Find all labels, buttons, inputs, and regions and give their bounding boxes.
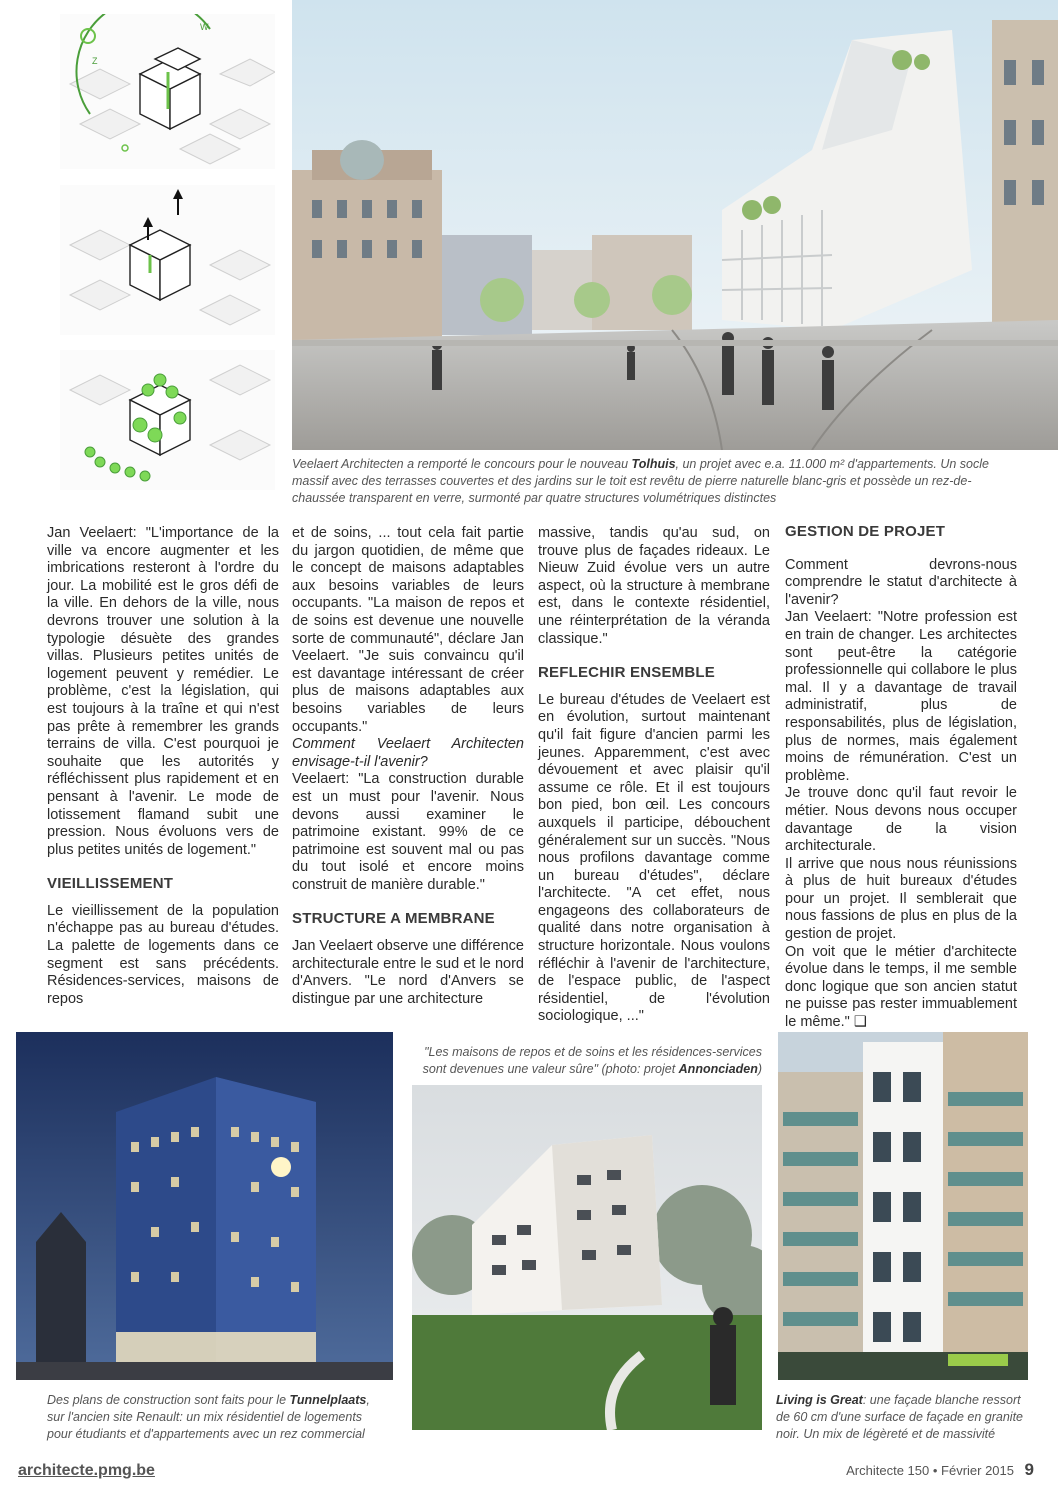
issue-info: Architecte 150 • Février 2015 bbox=[846, 1463, 1014, 1478]
column-3 bbox=[538, 525, 770, 1026]
tolhuis-rendering bbox=[292, 0, 1058, 450]
living-is-great-caption: Living is Great: une façade blanche ressort de 60 cm d'une surface de façade en granite noir. Un mix de légèreté et de massivité bbox=[776, 1393, 1023, 1441]
col2-paragraph-1: et de soins, ... tout cela fait partie du jargon quotidien, de même que le concept de maisons adaptables aux besoins variables de leurs occupants. "La maison de repos et de soins est devenue une nouvelle sorte de communauté", déclare Jan Veelaert. "Je suis convaincu qu'il est davantage intéressant de créer plus de maisons adaptables aux besoins variables de leurs occupants." bbox=[292, 525, 524, 735]
heading-gestion-de-projet: GESTION DE PROJET bbox=[785, 523, 946, 540]
col3-paragraph-1: massive, tandis qu'au sud, on trouve plus de façades rideaux. Le Nieuw Zuid évolue vers un autre aspect, où la structure à membrane est, dans le contexte résidentiel, une réinterprétation de la véranda classique." bbox=[538, 525, 770, 647]
tunnelplaats-caption-bold: Tunnelplaats bbox=[289, 1393, 367, 1407]
col4-paragraph-2: Jan Veelaert: "Notre profession est en train de changer. Les architectes sont peut-être la catégorie professionnelle qui collabore le plus mal. Il y a davantage de travail administratif, plus de responsabilités, plus de législation, plus de normes, mais également moins de rémunération. C'est un problème. bbox=[785, 609, 1017, 784]
column-2 bbox=[292, 525, 524, 1008]
col1-paragraph-2: Le vieillissement de la population n'échappe pas au bureau d'études. La palette de logements dans ce segment est sans précédents. Résidences-services, maisons de repos bbox=[47, 902, 279, 1007]
site-link[interactable]: architecte.pmg.be bbox=[18, 1462, 155, 1479]
col2-question: Comment Veelaert Architecten envisage-t-il l'avenir? bbox=[292, 736, 524, 770]
col4-paragraph-5: On voit que le métier d'architecte évolue dans le temps, il me semble donc logique que son ancien statut ne puisse pas rester immuablement le même." ❑ bbox=[785, 943, 1017, 1031]
end-mark-icon: ❑ bbox=[853, 1014, 867, 1031]
svg-text:W: W bbox=[200, 22, 209, 32]
col4-paragraph-3: Je trouve donc qu'il faut revoir le métier. Nous devons nous occuper davantage de la vision architecturale. bbox=[785, 785, 1017, 855]
col1-paragraph-1: Jan Veelaert: "L'importance de la ville va encore augmenter et les imbrications resteront à l'ordre du jour. La mobilité est le gros défi de la ville. En dehors de la ville, nous devrons trouver une solution à la typologie désuète des grandes villas. Plusieurs petites unités de logement peuvent y remédier. Le problème, c'est la législation, qui est toujours à la traîne et qui n'est pas prête à remembrer les grands terrains de villa. C'est pourquoi je souhaite que les autorités y réfléchissent plus rapidement et en pensant à l'avenir. Le mode de lotissement flamand subit une pression. Nous évoluons vers de plus petites unités de logement." bbox=[47, 525, 279, 858]
massing-diagram-orientation bbox=[60, 14, 275, 169]
tolhuis-caption-bold: Tolhuis bbox=[631, 457, 676, 471]
heading-structure-a-membrane: STRUCTURE A MEMBRANE bbox=[292, 910, 495, 928]
col4-paragraph-4: Il arrive que nous nous réunissions à plus de huit bureaux d'études pour un projet. Il semblerait que nous fassions de plus en plus de la gestion de projet. bbox=[785, 855, 1017, 943]
heading-vieillissement: VIEILLISSEMENT bbox=[47, 875, 174, 893]
annonciaden-caption-bold: Annonciaden bbox=[678, 1062, 758, 1076]
column-4 bbox=[785, 523, 1017, 1032]
svg-text:Z: Z bbox=[92, 56, 98, 66]
annonciaden-rendering bbox=[412, 1085, 762, 1430]
col2-paragraph-2: Veelaert: "La construction durable est un must pour l'avenir. Nous devons aussi examiner le patrimoine existant. 99% de ce patrimoine est souvent mal ou pas du tout isolé et encore moins construit de manière durable." bbox=[292, 771, 524, 893]
page-number: 9 bbox=[1024, 1460, 1034, 1479]
living-is-great-caption-bold: Living is Great bbox=[776, 1393, 863, 1407]
tunnelplaats-caption: Des plans de construction sont faits pour le Tunnelplaats, sur l'ancien site Renault: un mix résidentiel de logements pour étudiants et d'appartements avec un rez commercial bbox=[47, 1393, 370, 1441]
column-1 bbox=[47, 525, 279, 1008]
col4-paragraph-1: Comment devrons-nous comprendre le statut d'architecte à l'avenir? bbox=[785, 556, 1017, 608]
massing-diagram-gardens bbox=[60, 350, 275, 490]
massing-diagram-height bbox=[60, 185, 275, 335]
col3-paragraph-2: Le bureau d'études de Veelaert est en évolution, surtout maintenant qu'il fait figure d'ancien parmi les jeunes. Apparemment, c'est avec dévouement et avec plaisir qu'il assume ce rôle. Et il est toujours bon pied, bon œil. Les concours auxquels il participe, débouchent généralement sur un succès. "Nous nous profilons davantage comme un bureau d'études", déclare l'architecte. "A cet effet, nous engageons des collaborateurs de qualité dans notre organisation à structure horizontale. Nous voulons réfléchir à l'avenir de l'architecture, de l'espace public, de l'aspect résidentiel, de l'évolution sociologique, ..." bbox=[538, 691, 770, 1025]
living-is-great-rendering bbox=[778, 1032, 1028, 1380]
tolhuis-caption: Veelaert Architecten a remporté le concours pour le nouveau Tolhuis, un projet avec e.a. 11.000 m² d'appartements. Un socle massif avec des terrasses couvertes et des jardins sur le toit est revêtu de pierre naturelle blanc-gris et possède un rez-de-chaussée transparent en verre, surmonté par quatre structures volumétriques distinctes bbox=[292, 457, 989, 505]
col2-paragraph-3: Jan Veelaert observe une différence architecturale entre le sud et le nord d'Anvers. "Le nord d'Anvers se distingue par une architecture bbox=[292, 938, 524, 1007]
heading-reflechir-ensemble: REFLECHIR ENSEMBLE bbox=[538, 664, 715, 682]
tunnelplaats-rendering bbox=[16, 1032, 393, 1380]
annonciaden-caption: "Les maisons de repos et de soins et les résidences-services sont devenues une valeur sûre" (photo: projet Annonciaden) bbox=[422, 1045, 762, 1076]
